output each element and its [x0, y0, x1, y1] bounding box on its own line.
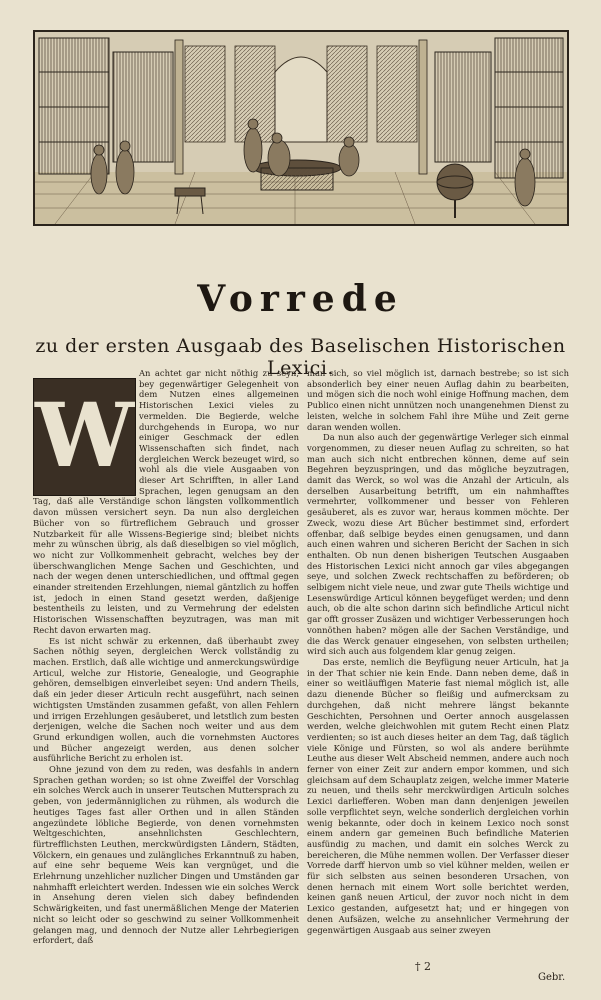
text-column-right — [307, 368, 569, 935]
library-scene-illustration — [35, 32, 567, 224]
decorated-initial — [33, 378, 136, 496]
library-engraving — [33, 30, 569, 226]
page-title: Vorrede — [197, 278, 404, 320]
paragraph: man sich, so viel möglich ist, darnach bestrebe; so ist sich absonderlich bey einer neuen Auflag dahin zu bearbeiten, und mögen sich die noch wohl einige Hoffnung machen, dem Publico einen nicht unnützen noch unangenehmen Dienst zu leisten, welche in solchem Fahl ihre Mühe und Zeit gerne daran wenden wollen. — [307, 368, 569, 432]
paragraph: An achtet gar nicht nöthig zu seyn, bey gegenwärtiger Gelegenheit von dem Nutzen eines allgemeinen Historischen Lexici vieles zu vermelden. Die Begierde, welche durchgehends in Europa, wo nur einiger Geschmack der edlen Wissenschaften sich findet, nach dergleichen Werck bezeuget wird, so wohl als die viele Ausgaaben von dieser Art Schrifften, in aller Land Sprachen, legen genugsam an den Tag, daß alle Verständige schon längsten vollkommentlich davon müssen versichert seyn. Da nun also dergleichen Bücher von so fürtreflichem Gebrauch und grosser Nutzbarkeit für alle Wissens-Begierige sind; bleibet nichts mehr zu wünschen übrig, als daß dieselbigen so viel möglich, wo nicht zur Vollkommenheit gebracht, welches bey der überschwanglichen Menge Sachen und Geschichten, und nach der wegen denen unterschiedlichen, und offtmal gegen einander streitenden Erzehlungen, niemal gäntzlich zu hoffen ist, jedoch in einen Stand gesetzt werden, daßjenige bestentheils zu leisten, und zu Vermehrung der edelsten Historischen Wissenschafften beyzutragen, was man mit Recht davon erwarten mag. — [33, 368, 299, 635]
paragraph: Ohne jezund von dem zu reden, was desfahls in andern Sprachen gethan worden; so ist ohne Zweiffel der Vorschlag ein solches Werck auch in unserer Teutschen Muttersprach zu geben, von jedermänniglichen zu rühmen, als wodurch die heutiges Tages fast aller Orthen und in allen Ständen angezündete löbliche Begierde, von denen vornehmsten Weltgeschichten, ansehnlichsten Geschlechtern, fürtrefflichsten Leuthen, merckwürdigsten Ländern, Städten, Völckern, ein genaues und zulängliches Erkanntnuß zu haben, auf eine sehr bequeme Weis kan vergnüget, und die Erlehrnung unzehlicher nuzlicher Dingen und Umständen gar nahmhafft erleichtert werden. Indessen wie ein solches Werck in Ansehung deren vielen sich dabey befindenden Schwärigkeiten, und fast unermäßlichen Menge der Materien nicht so leicht oder so geschwind zu seiner Vollkommenheit gelangen mag, und dennoch der Nutze aller Lehrbegierigen erfordert, daß — [33, 764, 299, 946]
drop-cap-letter: W — [35, 383, 134, 487]
page-subtitle: zu der ersten Ausgaab des Baselischen Historischen Lexici. — [35, 335, 566, 379]
signature-mark: † 2 — [415, 960, 431, 973]
paragraph: Es ist nicht schwär zu erkennen, daß überhaubt zwey Sachen nöthig seyen, dergleichen Werck vollständig zu machen. Erstlich, daß alle wichtige und anmerckungswürdige Articul, welche zur Historie, Genealogie, und Geographie gehören, demselbigen einverleibet seyen: Und andern Theils, daß ein jeder dieser Articuln recht ausgeführt, nach seinen wichtigsten Umständen zusammen gefaßt, von allen Fehlern und irrigen Erzehlungen gesäuberet, und letstlich zum besten derjenigen, welche die Sachen noch weiter und aus dem Grund erkundigen wollen, auch die vornehmsten Auctores und Bücher angezeigt werden, aus denen solcher ausführliche Bericht zu erholen ist. — [33, 635, 299, 764]
paragraph: Da nun also auch der gegenwärtige Verleger sich einmal vorgenommen, zu dieser neuen Auflag zu schreiten, so hat man auch sich nicht entbrechen können, deme auf sein Begehren beyzuspringen, und das mögliche beyzutragen, damit das Werck, so wol was die Anzahl der Articuln, als derselben Ausarbeitung betrifft, um ein nahmhafftes vermehrter, vollkommener und besser von Fehleren gesäuberet, als es zuvor war, heraus kommen möchte. Der Zweck, wozu diese Art Bücher bestimmet sind, erfordert offenbar, daß selbige beydes einen genugsamen, und dann auch einen wahren und sicheren Bericht der Sachen in sich enthalten. Ob nun denen bisherigen Teutschen Ausgaaben des Historischen Lexici nicht annoch gar viles abgegangen seye, und solchen Zweck rechtschaffen zu beförderen; ob selbigem nicht viele neue, und zwar gute Theils wichtige und Lesenswürdige Articul können beygefüget werden; und denn auch, ob die alte schon darinn sich befindliche Articul nicht gar offt grosser Zusäzen und wichtiger Verbesserungen hoch vonnöthen haben? mögen alle der Sachen Verständige, und die das Werck genauer eingesehen, von selbsten urtheilen; wird sich auch aus folgendem klar genug zeigen. — [307, 432, 569, 657]
catchword: Gebr. — [538, 972, 566, 983]
paragraph: Das erste, nemlich die Beyfügung neuer Articuln, hat ja in der That schier nie kein Ende. Dann neben deme, daß in einer so weitläuffigen Materie fast niemal möglich ist, alle dazu dienende Bücher so fleißig und aufmercksam zu durchgehen, daß nicht mehrere längst bekannte Geschichten, Persohnen und Oerter annoch ausgelassen werden, welche gleichwohlen mit gutem Recht einen Platz verdienten; so ist auch dieses heiter an dem Tag, daß täglich viele Könige und Fürsten, so wol als andere berühmte Leuthe aus dieser Welt Abscheid nemmen, andere auch noch ferner von einer Zeit zur andern empor kommen, und sich gleichsam auf dem Schauplatz zeigen, welche immer Materie zu neuen, und theils sehr merckwürdigen Articuln solches Lexici darliefferen. Woben man dann denjenigen jeweilen solle verpflichtet seyn, welche sonderlich dergleichen vorhin wenig bekannte, oder doch in keinem Lexico noch sonst einem andern gar gemeinen Buch befindliche Materien ausfündig zu machen, und damit ein solches Werck zu bereicheren, die Mühe nemmen wollen. Der Verfasser dieser Vorrede darff hiervon umb so viel kühner melden, weilen er für sich selbsten aus seinen besonderen Ursachen, von denen hernach mit einem Wort solle berichtet werden, keinen ganß neuen Articul, der zuvor noch nicht in dem Lexico gestanden, aufgesetzt hat; und er hingegen von denen Aufsäzen, welche zu ansehnlicher Vermehrung der gegenwärtigen Ausgaab aus seiner zweyen — [307, 656, 569, 935]
